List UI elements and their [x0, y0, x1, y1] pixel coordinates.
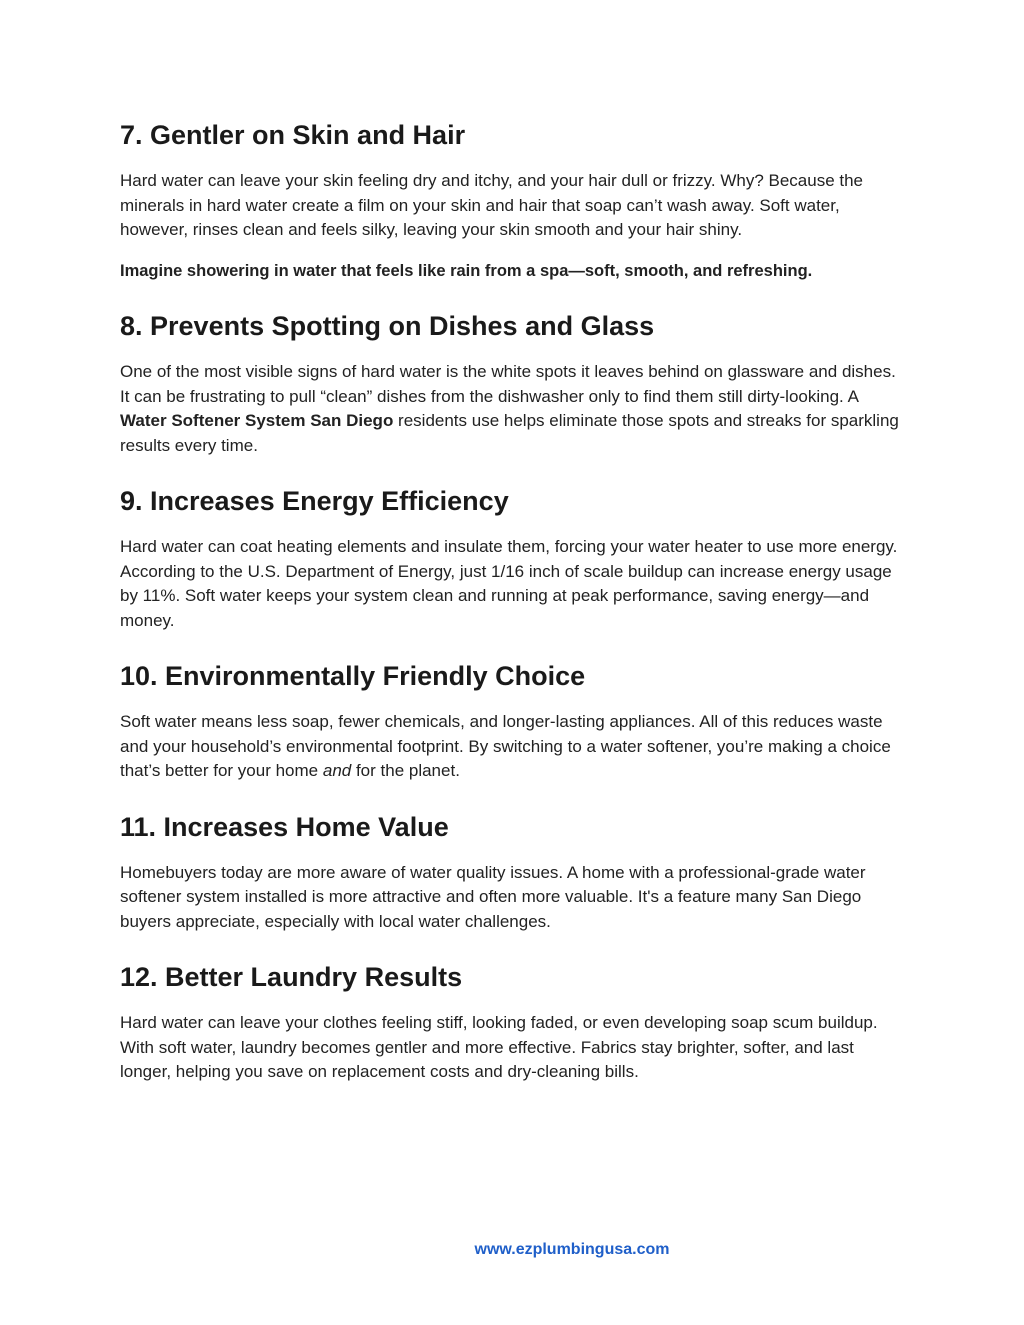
section-heading: 10. Environmentally Friendly Choice: [120, 661, 586, 691]
body-text: Soft water means less soap, fewer chemicals, and longer-lasting appliances. All of this reduces waste and your household’s environmental footprint. By switching to a water softener, you’re making a choice that’s better for your home: [120, 712, 891, 780]
section-body: [120, 360, 904, 458]
section-body: Homebuyers today are more aware of water quality issues. A home with a professional-grade water softener system installed is more attractive and often more valuable. It's a feature many San Diego buyers appreciate, especially with local water challenges.: [120, 862, 866, 931]
body-text: for the planet.: [351, 761, 460, 780]
section-body: [120, 710, 904, 784]
section-callout: Imagine showering in water that feels like rain from a spa—soft, smooth, and refreshing.: [120, 261, 813, 280]
footer-website-link[interactable]: www.ezplumbingusa.com: [474, 1241, 670, 1258]
section-body: Hard water can leave your clothes feeling stiff, looking faded, or even developing soap scum buildup. With soft water, laundry becomes gentler and more effective. Fabrics stay brighter, softer, and last longer, helping you save on replacement costs and dry-cleaning bills.: [120, 1013, 878, 1081]
section-prevents-spotting: [120, 308, 904, 458]
body-bold-text: Water Softener System San Diego: [120, 411, 394, 430]
section-laundry-results: [120, 959, 904, 1085]
section-heading: 11. Increases Home Value: [120, 811, 449, 842]
section-body: Hard water can leave your skin feeling dry and itchy, and your hair dull or frizzy. Why? Because the minerals in hard water create a film on your skin and hair that soap can’t wash away. Soft water, however, rinses clean and feels silky, leaving your skin smooth and your hair shiny.: [120, 171, 864, 239]
section-heading: 7. Gentler on Skin and Hair: [120, 120, 466, 150]
section-heading: 9. Increases Energy Efficiency: [120, 486, 509, 516]
section-heading: 12. Better Laundry Results: [120, 962, 463, 992]
body-text: One of the most visible signs of hard water is the white spots it leaves behind on glassware and dishes. It can be frustrating to pull “clean” dishes from the dishwasher only to find them still dirty-looking. A: [120, 362, 896, 406]
section-home-value: [120, 809, 904, 935]
section-body: Hard water can coat heating elements and insulate them, forcing your water heater to use more energy. According to the U.S. Department of Energy, just 1/16 inch of scale buildup can increase energy usage by 11%. Soft water keeps your system clean and running at peak performance, saving energy—and money.: [120, 537, 898, 630]
document-page: [120, 117, 904, 1085]
section-environmentally-friendly: [120, 658, 904, 784]
section-gentler-skin-hair: [120, 117, 904, 283]
section-energy-efficiency: [120, 483, 904, 633]
section-heading: 8. Prevents Spotting on Dishes and Glass: [120, 311, 655, 341]
footer: [0, 1241, 1024, 1259]
body-text: residents use helps eliminate those spots and streaks for sparkling results every time.: [120, 411, 899, 455]
body-italic-text: and: [322, 761, 352, 780]
